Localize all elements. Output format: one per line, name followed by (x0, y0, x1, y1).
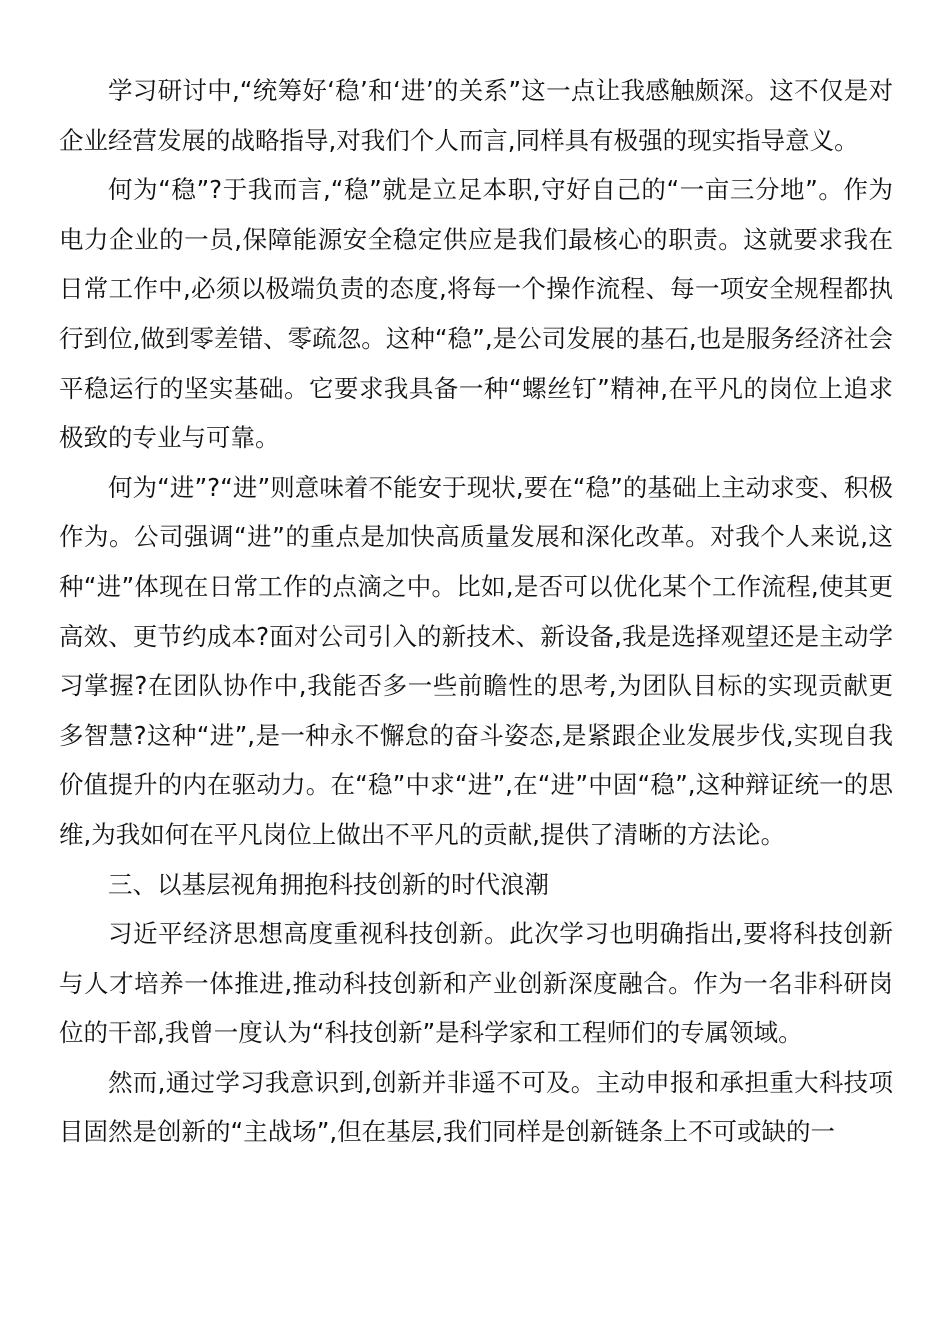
paragraph-innovation-at-grassroots: 然而,通过学习我意识到,创新并非遥不可及。主动申报和承担重大科技项目固然是创新的“主战场”,但在基层,我们同样是创新链条上不可或缺的一 (59, 1067, 893, 1147)
paragraph-stability-and-progress: 学习研讨中,“统筹好‘稳’和‘进’的关系”这一点让我感触颇深。这不仅是对企业经营发展的战略指导,对我们个人而言,同样具有极强的现实指导意义。 (59, 76, 893, 155)
paragraph-tech-innovation: 习近平经济思想高度重视科技创新。此次学习也明确指出,要将科技创新与人才培养一体推进,推动科技创新和产业创新深度融合。作为一名非科研岗位的干部,我曾一度认为“科技创新”是科学家和工程师们的专属领域。 (59, 919, 893, 1048)
document-page (59, 66, 893, 1157)
paragraph-what-is-stability: 何为“稳”?于我而言,“稳”就是立足本职,守好自己的“一亩三分地”。作为电力企业的一员,保障能源安全稳定供应是我们最核心的职责。这就要求我在日常工作中,必须以极端负责的态度,将每一个操作流程、每一项安全规程都执行到位,做到零差错、零疏忽。这种“稳”,是公司发展的基石,也是服务经济社会平稳运行的坚实基础。它要求我具备一种“螺丝钉”精神,在平凡的岗位上追求极致的专业与可靠。 (59, 175, 893, 453)
paragraph-what-is-progress: 何为“进”?“进”则意味着不能安于现状,要在“稳”的基础上主动求变、积极作为。公司强调“进”的重点是加快高质量发展和深化改革。对我个人来说,这种“进”体现在日常工作的点滴之中。比如,是否可以优化某个工作流程,使其更高效、更节约成本?面对公司引入的新技术、新设备,我是选择观望还是主动学习掌握?在团队协作中,我能否多一些前瞻性的思考,为团队目标的实现贡献更多智慧?这种“进”,是一种永不懈怠的奋斗姿态,是紧跟企业发展步伐,实现自我价值提升的内在驱动力。在“稳”中求“进”,在“进”中固“稳”,这种辩证统一的思维,为我如何在平凡岗位上做出不平凡的贡献,提供了清晰的方法论。 (59, 472, 893, 849)
section-heading-3: 三、以基层视角拥抱科技创新的时代浪潮 (108, 869, 549, 899)
